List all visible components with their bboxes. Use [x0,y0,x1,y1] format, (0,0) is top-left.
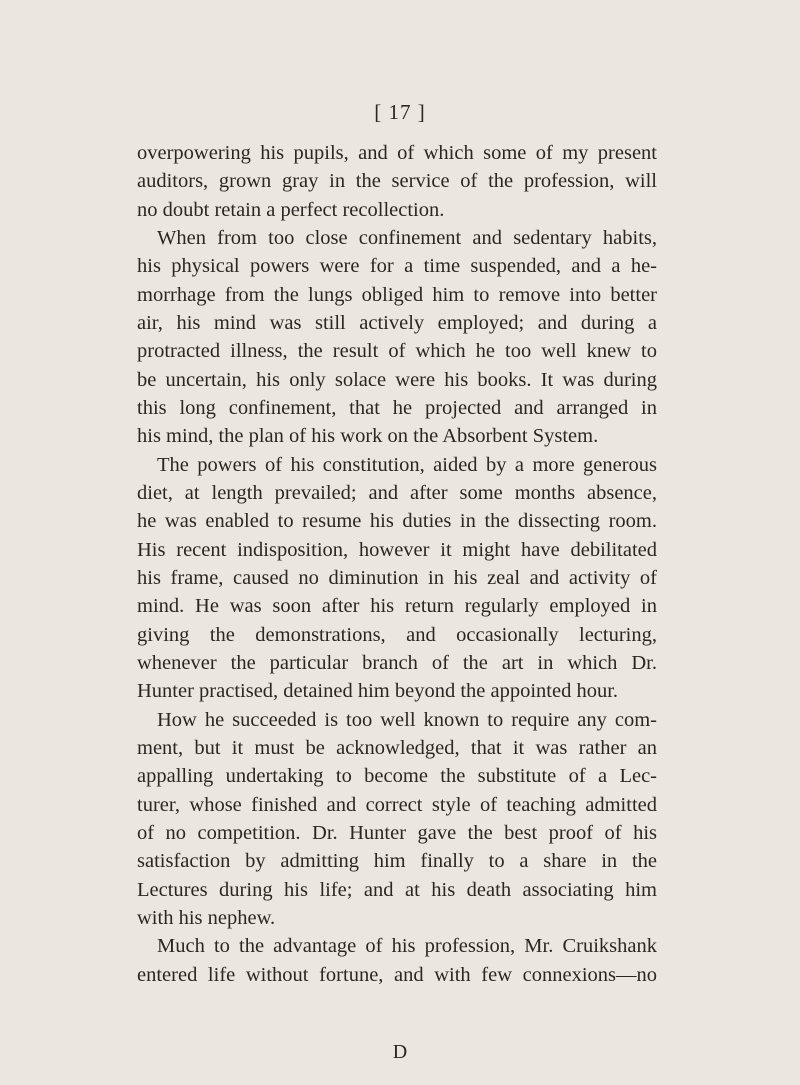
text-line: with his nephew. [137,906,276,929]
text-line: satisfaction by admitting him finally to a share in the [137,850,657,873]
text-line: How he succeeded is too well known to require any com- [157,708,657,731]
text-line: giving the demonstrations, and occasionally lecturing, [137,623,657,646]
text-line: no doubt retain a perfect recollection. [137,198,445,221]
text-line: Much to the advantage of his profession, Mr. Cruikshank [157,935,657,958]
text-line: whenever the particular branch of the art in which Dr. [137,651,657,674]
text-line: this long confinement, that he projected and arranged in [137,396,657,419]
text-line: overpowering his pupils, and of which some of my present [137,142,657,164]
text-line: auditors, grown gray in the service of the profession, will [137,170,657,193]
text-line: be uncertain, his only solace were his books. It was during [137,368,657,391]
page-number: [ 17 ] [374,100,426,124]
text-line: Hunter practised, detained him beyond the appointed hour. [137,680,619,703]
text-line: Lectures during his life; and at his death associating him [137,878,657,901]
text-line: ment, but it must be acknowledged, that it was rather an [137,736,657,759]
text-line: his physical powers were for a time suspended, and a he- [137,255,657,278]
body-text [137,139,657,989]
text-line: When from too close confinement and sedentary habits, [157,226,657,249]
text-line: he was enabled to resume his duties in the dissecting room. [137,510,657,533]
text-line: his frame, caused no diminution in his zeal and activity of [137,566,657,589]
signature-mark: D [392,1041,408,1063]
text-line: The powers of his constitution, aided by a more generous [157,453,657,476]
text-line: protracted illness, the result of which he too well knew to [137,340,657,363]
text-line: diet, at length prevailed; and after some months absence, [137,481,657,504]
text-line: morrhage from the lungs obliged him to remove into better [137,283,657,306]
text-line: His recent indisposition, however it might have debilitated [137,538,657,561]
text-line: air, his mind was still actively employed; and during a [137,311,657,334]
text-line: turer, whose finished and correct style of teaching admitted [137,793,657,816]
text-line: his mind, the plan of his work on the Absorbent System. [137,425,599,448]
text-line: mind. He was soon after his return regularly employed in [137,595,657,618]
text-line: of no competition. Dr. Hunter gave the best proof of his [137,821,657,844]
text-line: appalling undertaking to become the substitute of a Lec- [137,765,657,788]
text-line: entered life without fortune, and with few connexions—no [137,963,657,986]
